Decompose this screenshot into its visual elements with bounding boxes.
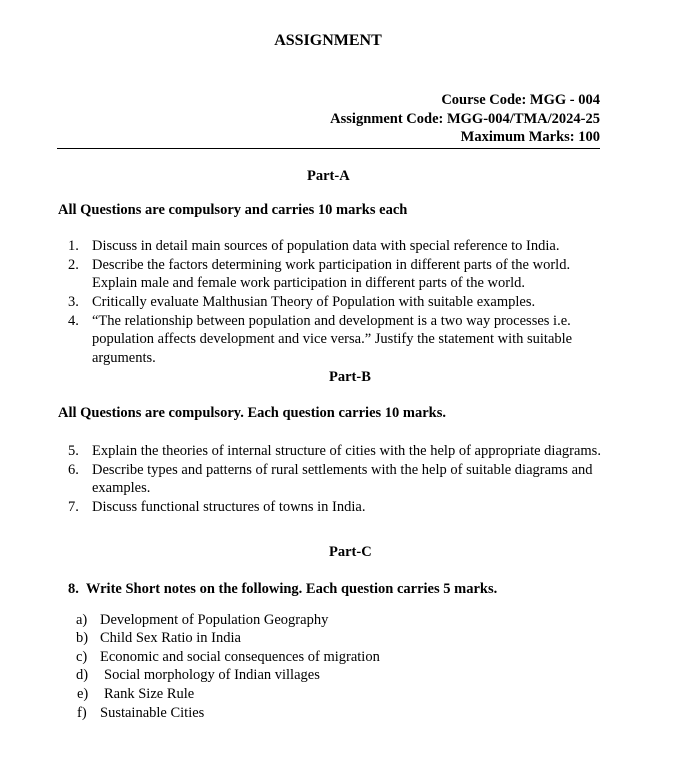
- question-text: arguments.: [92, 350, 156, 366]
- question-text: Discuss in detail main sources of population data with special reference to India.: [92, 238, 560, 254]
- note-label: f): [77, 705, 87, 721]
- part-b-instruction: All Questions are compulsory. Each question carries 10 marks.: [58, 405, 447, 421]
- part-a-instruction: All Questions are compulsory and carries 10 marks each: [58, 202, 408, 218]
- note-text: Child Sex Ratio in India: [100, 630, 241, 646]
- note-label: b): [76, 630, 89, 646]
- question-number: 6.: [68, 462, 79, 478]
- question-text: population affects development and vice versa.” Justify the statement with suitable: [92, 331, 573, 347]
- question-text: Discuss functional structures of towns in India.: [92, 499, 366, 515]
- note-text: Economic and social consequences of migration: [100, 649, 380, 665]
- note-text: Development of Population Geography: [100, 612, 329, 628]
- question-text: Critically evaluate Malthusian Theory of Population with suitable examples.: [92, 294, 536, 310]
- question-number: 4.: [68, 313, 79, 329]
- question-number: 2.: [68, 257, 79, 273]
- part-c-heading: Part-C: [329, 544, 372, 560]
- assignment-code: Assignment Code: MGG-004/TMA/2024-25: [330, 111, 600, 127]
- maximum-marks: Maximum Marks: 100: [460, 129, 600, 145]
- document-title: ASSIGNMENT: [274, 32, 382, 49]
- question-text: Describe types and patterns of rural settlements with the help of suitable diagrams and: [92, 462, 593, 478]
- question-number: 7.: [68, 499, 79, 515]
- question-text: Describe the factors determining work participation in different parts of the world.: [92, 257, 571, 273]
- question-number: 1.: [68, 238, 79, 254]
- part-a-heading: Part-A: [307, 168, 350, 184]
- question-number: 3.: [68, 294, 79, 310]
- part-b-heading: Part-B: [329, 369, 371, 385]
- note-text: Social morphology of Indian villages: [104, 667, 320, 683]
- note-label: e): [77, 686, 89, 702]
- question-text: examples.: [92, 480, 151, 496]
- part-c-instruction: 8. Write Short notes on the following. Each question carries 5 marks.: [68, 581, 498, 597]
- question-text: “The relationship between population and development is a two way processes i.e.: [92, 313, 571, 329]
- header-divider: [57, 148, 600, 149]
- note-label: c): [76, 649, 88, 665]
- note-text: Sustainable Cities: [100, 705, 205, 721]
- note-label: d): [76, 667, 89, 683]
- question-text: Explain the theories of internal structure of cities with the help of appropriate diagrams.: [92, 443, 601, 459]
- note-text: Rank Size Rule: [104, 686, 195, 702]
- question-number: 5.: [68, 443, 79, 459]
- note-label: a): [76, 612, 88, 628]
- question-text: Explain male and female work participation in different parts of the world.: [92, 275, 525, 291]
- course-code: Course Code: MGG - 004: [441, 92, 600, 108]
